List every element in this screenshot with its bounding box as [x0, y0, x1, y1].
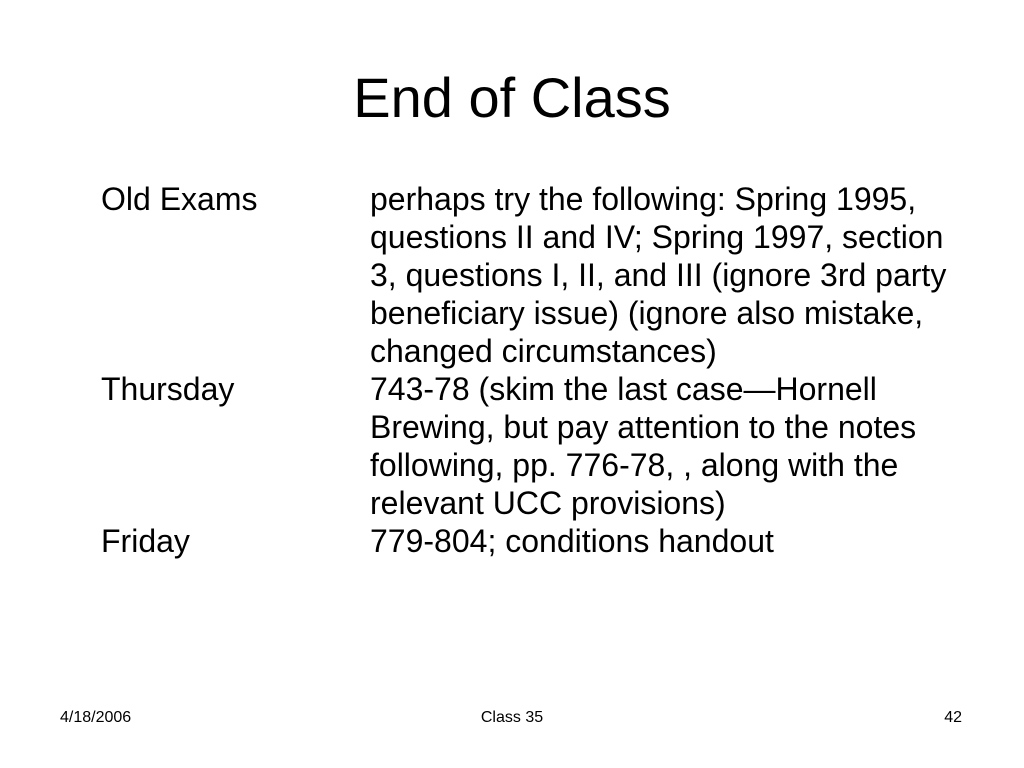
- agenda-list: [101, 180, 981, 560]
- agenda-row-friday: [101, 522, 981, 560]
- footer-class-label: Class 35: [480, 709, 544, 726]
- slide-title: End of Class: [353, 66, 671, 129]
- footer-date: 4/18/2006: [60, 709, 132, 726]
- agenda-text: 743-78 (skim the last case—Hornell Brewing, but pay attention to the notes following, pp. 776-78, , along with the relevant UCC provisions): [370, 371, 917, 521]
- agenda-text: perhaps try the following: Spring 1995, questions II and IV; Spring 1997, section 3, questions I, II, and III (ignore 3rd party beneficiary issue) (ignore also mistake, changed circumstances): [370, 181, 947, 369]
- footer-page-number: 42: [944, 709, 962, 726]
- agenda-row-thursday: [101, 370, 981, 522]
- agenda-label: Friday: [101, 523, 190, 559]
- agenda-text: 779-804; conditions handout: [370, 523, 774, 559]
- agenda-label: Thursday: [101, 371, 235, 407]
- agenda-row-old-exams: [101, 180, 981, 370]
- agenda-label: Old Exams: [101, 181, 258, 217]
